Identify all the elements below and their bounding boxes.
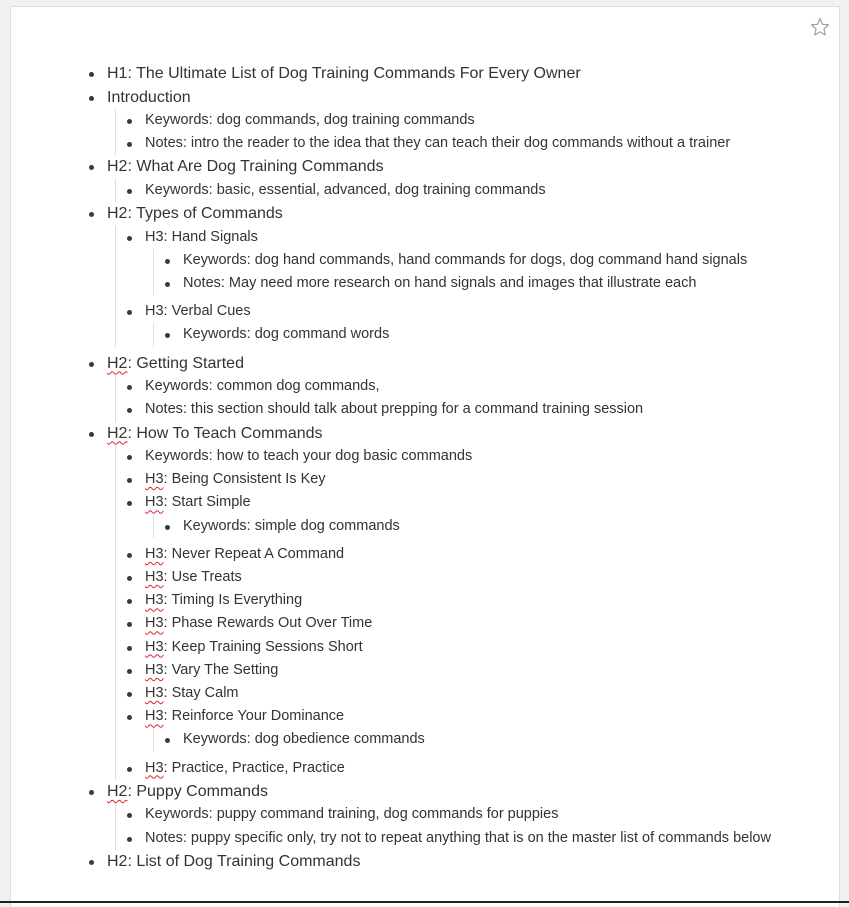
separator: :: [127, 424, 137, 442]
item-text: Start Simple: [171, 494, 251, 511]
item-text: Keywords: common dog commands,: [145, 378, 380, 395]
list-item: [116, 589, 771, 612]
separator: :: [163, 592, 172, 609]
list-item: [116, 179, 771, 202]
bullet-row[interactable]: [154, 249, 771, 272]
bullet-row[interactable]: [116, 132, 771, 155]
outline-level-3: [153, 323, 771, 346]
bullet-row[interactable]: [116, 636, 771, 659]
star-icon[interactable]: [810, 17, 830, 37]
heading-tag: H3: [145, 661, 164, 678]
heading-tag: H3: [145, 303, 164, 320]
item-text: List of Dog Training Commands: [136, 852, 361, 870]
separator: :: [127, 852, 137, 870]
item-text: Types of Commands: [136, 205, 283, 223]
item-text: Notes: this section should talk about prepping for a command training session: [145, 401, 644, 418]
outline-level-3: [153, 249, 771, 295]
bullet-row[interactable]: [78, 62, 771, 86]
document-page: [10, 6, 840, 907]
outline-level-2: [115, 375, 771, 421]
separator: :: [127, 158, 137, 176]
bullet-row[interactable]: [116, 566, 771, 589]
heading-tag: H2: [107, 158, 128, 176]
bullet-row[interactable]: [78, 780, 771, 804]
item-text: Notes: intro the reader to the idea that they can teach their dog commands without a trainer: [145, 135, 731, 152]
list-item: [116, 612, 771, 635]
separator: :: [127, 782, 137, 800]
separator: :: [163, 494, 172, 511]
list-item: [116, 491, 771, 537]
list-item: [78, 86, 771, 156]
item-text: Timing Is Everything: [171, 592, 303, 609]
item-text: Keywords: simple dog commands: [183, 517, 400, 534]
heading-tag: H3: [145, 708, 164, 725]
bullet-row[interactable]: [116, 682, 771, 705]
item-text: Reinforce Your Dominance: [171, 708, 345, 725]
bullet-row[interactable]: [154, 515, 771, 538]
item-text: Introduction: [107, 88, 191, 106]
item-text: Keywords: how to teach your dog basic commands: [145, 448, 473, 465]
list-item: [78, 850, 771, 874]
list-item: [116, 445, 771, 468]
list-item: [116, 375, 771, 398]
heading-tag: H3: [145, 569, 164, 586]
bullet-row[interactable]: [116, 543, 771, 566]
list-item: [78, 202, 771, 347]
separator: :: [163, 615, 172, 632]
separator: :: [163, 303, 172, 320]
heading-tag: H1: [107, 65, 128, 82]
list-item: [116, 682, 771, 705]
item-text: Keywords: puppy command training, dog commands for puppies: [145, 806, 559, 823]
heading-tag: H2: [107, 852, 128, 870]
list-item: [154, 249, 771, 272]
list-item: [116, 803, 771, 826]
bullet-row[interactable]: [154, 323, 771, 346]
list-item: [116, 468, 771, 491]
list-item: [116, 543, 771, 566]
bullet-row[interactable]: [116, 445, 771, 468]
item-text: Keywords: dog hand commands, hand commands for dogs, dog command hand signals: [183, 251, 748, 268]
heading-tag: H3: [145, 638, 164, 655]
item-text: What Are Dog Training Commands: [136, 158, 384, 176]
item-text: The Ultimate List of Dog Training Commands For Every Owner: [136, 65, 581, 82]
item-text: Keep Training Sessions Short: [171, 638, 363, 655]
item-text: Notes: puppy specific only, try not to repeat anything that is on the master list of commands below: [145, 829, 771, 846]
outline-level-3: [153, 515, 771, 538]
bullet-row[interactable]: [116, 398, 771, 421]
list-item: [154, 515, 771, 538]
bullet-row[interactable]: [78, 202, 771, 226]
item-text: Puppy Commands: [136, 782, 268, 800]
heading-tag: H2: [107, 424, 128, 442]
list-item: [116, 827, 771, 850]
list-item: [154, 323, 771, 346]
list-item: [116, 757, 771, 780]
heading-tag: H3: [145, 685, 164, 702]
bullet-row[interactable]: [154, 728, 771, 751]
list-item: [78, 155, 771, 202]
outline-level-2: [115, 803, 771, 849]
heading-tag: H3: [145, 592, 164, 609]
bullet-row[interactable]: [116, 375, 771, 398]
list-item: [116, 300, 771, 346]
bullet-row[interactable]: [116, 491, 771, 514]
outline-list: [78, 62, 771, 873]
bullet-row[interactable]: [116, 705, 771, 728]
list-item: [116, 109, 771, 132]
bullet-row[interactable]: [154, 272, 771, 295]
separator: :: [163, 638, 172, 655]
outline-level-2: [115, 179, 771, 202]
bullet-row[interactable]: [116, 300, 771, 323]
item-text: Practice, Practice, Practice: [171, 759, 345, 776]
heading-tag: H2: [107, 782, 128, 800]
item-text: Phase Rewards Out Over Time: [171, 615, 373, 632]
heading-tag: H3: [145, 545, 164, 562]
item-text: Being Consistent Is Key: [171, 471, 326, 488]
bullet-row[interactable]: [78, 155, 771, 179]
separator: :: [163, 759, 172, 776]
list-item: [116, 636, 771, 659]
separator: :: [163, 228, 172, 245]
item-text: Getting Started: [136, 354, 244, 372]
list-item: [78, 352, 771, 422]
list-item: [154, 728, 771, 751]
list-item: [78, 422, 771, 780]
item-text: How To Teach Commands: [136, 424, 323, 442]
list-item: [116, 705, 771, 751]
separator: :: [127, 65, 137, 82]
outline-level-3: [153, 728, 771, 751]
bullet-row[interactable]: [116, 226, 771, 249]
bullet-row[interactable]: [78, 422, 771, 446]
separator: :: [163, 569, 172, 586]
item-text: Verbal Cues: [171, 303, 251, 320]
separator: :: [163, 545, 172, 562]
item-text: Keywords: dog commands, dog training commands: [145, 112, 475, 128]
item-text: Use Treats: [171, 569, 242, 586]
bullet-row[interactable]: [116, 589, 771, 612]
list-item: [116, 132, 771, 155]
bullet-row[interactable]: [116, 827, 771, 850]
separator: :: [163, 471, 172, 488]
heading-tag: H3: [145, 471, 164, 488]
list-item: [78, 62, 771, 86]
bullet-row[interactable]: [116, 757, 771, 780]
separator: :: [127, 205, 137, 223]
separator: :: [163, 708, 172, 725]
heading-tag: H3: [145, 228, 164, 245]
separator: :: [127, 354, 137, 372]
list-item: [154, 272, 771, 295]
item-text: Keywords: dog command words: [183, 326, 390, 343]
separator: :: [163, 661, 172, 678]
heading-tag: H2: [107, 354, 128, 372]
item-text: Vary The Setting: [171, 661, 279, 678]
heading-tag: H3: [145, 615, 164, 632]
list-item: [116, 226, 771, 296]
bullet-row[interactable]: [78, 352, 771, 376]
heading-tag: H3: [145, 494, 164, 511]
list-item: [78, 780, 771, 850]
item-text: Keywords: basic, essential, advanced, dog training commands: [145, 181, 546, 198]
separator: :: [163, 685, 172, 702]
outline-level-2: [115, 445, 771, 780]
heading-tag: H3: [145, 759, 164, 776]
bullet-row[interactable]: [116, 179, 771, 202]
item-text: Notes: May need more research on hand signals and images that illustrate each: [183, 275, 697, 292]
bullet-row[interactable]: [78, 86, 771, 110]
item-text: Never Repeat A Command: [171, 545, 345, 562]
bullet-row[interactable]: [116, 109, 771, 132]
bullet-row[interactable]: [78, 850, 771, 874]
bullet-row[interactable]: [116, 468, 771, 491]
bullet-row[interactable]: [116, 612, 771, 635]
outline-level-2: [115, 109, 771, 155]
bullet-row[interactable]: [116, 659, 771, 682]
outline-level-2: [115, 226, 771, 347]
item-text: Hand Signals: [171, 228, 258, 245]
item-text: Stay Calm: [171, 685, 239, 702]
bullet-row[interactable]: [116, 803, 771, 826]
item-text: Keywords: dog obedience commands: [183, 731, 425, 748]
list-item: [116, 398, 771, 421]
list-item: [116, 566, 771, 589]
list-item: [116, 659, 771, 682]
heading-tag: H2: [107, 205, 128, 223]
